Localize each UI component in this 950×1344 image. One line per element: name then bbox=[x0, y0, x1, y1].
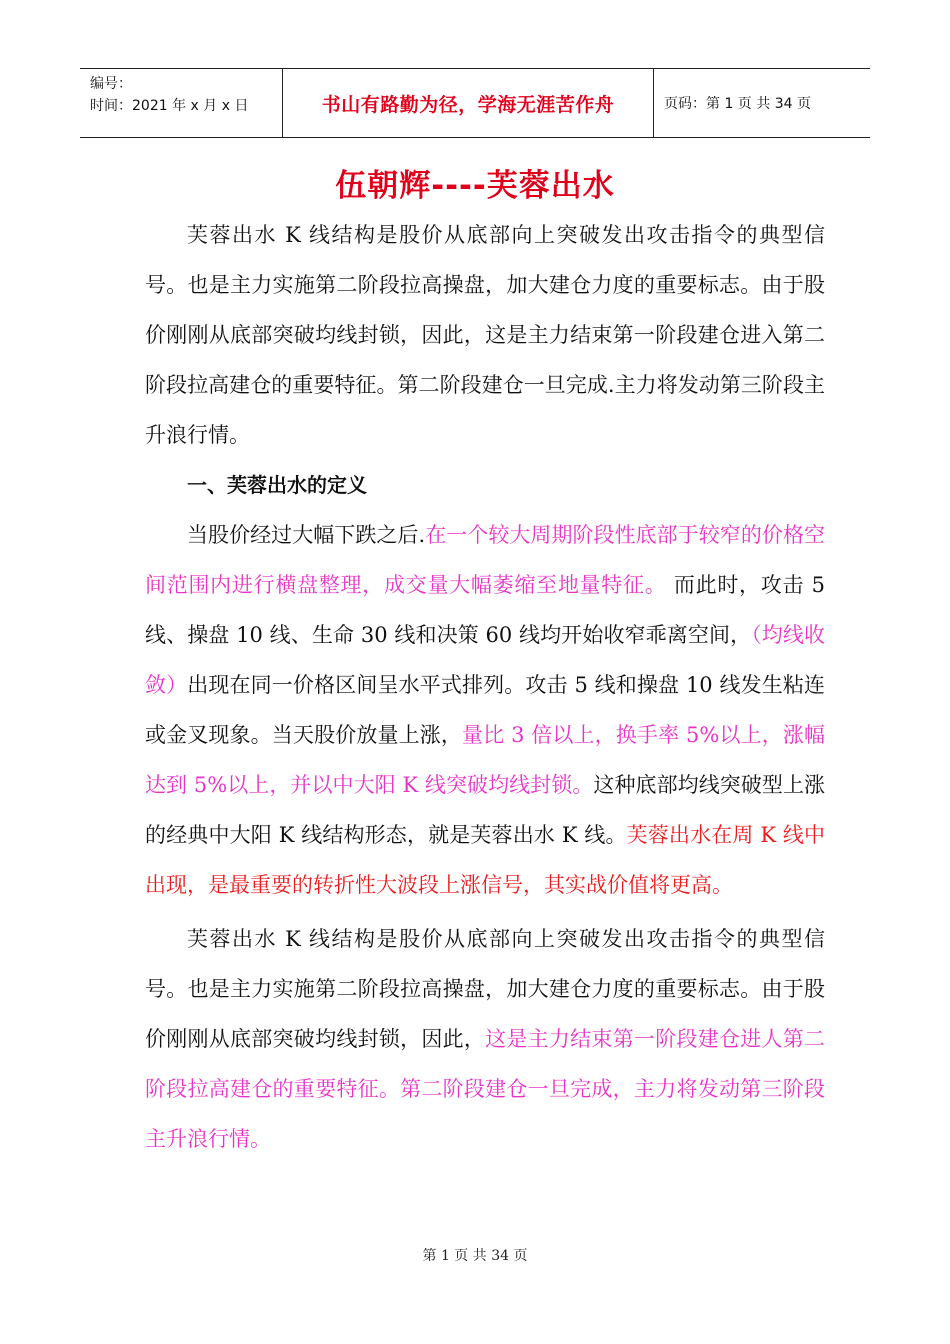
repeat-text: 芙蓉出水 K 线结构是股价从底部向上突破发出攻击指令的典型信号。也是主力实施第二阶段拉高操盘，加大建仓力度的重要标志。由于股价刚刚从底部突破均线封锁，因此， bbox=[145, 927, 825, 1051]
definition-text: 出现在同一价格区间呈水平式排列。攻击 5 线和操盘 10 线发生粘连或金叉现象。当天股价放量上涨， bbox=[145, 673, 826, 747]
definition-text: 当股价经过大幅下跌之后. bbox=[187, 523, 426, 547]
document-header bbox=[80, 68, 870, 138]
repeat-paragraph bbox=[145, 914, 825, 1164]
page-title: 伍朝辉----芙蓉出水 bbox=[335, 168, 615, 204]
definition-highlight: 在一个较大周期阶段性底部于较窄的价格空间范围内进行横盘整理，成交量大幅萎缩至地量特征。 bbox=[145, 523, 825, 597]
definition-emphasis: 芙蓉出水在周 K 线中出现，是最重要的转折性大波段上涨信号，其实战价值将更高。 bbox=[145, 823, 825, 897]
header-motto: 书山有路勤为径，学海无涯苦作舟 bbox=[282, 69, 654, 137]
page-footer: 第 1 页 共 34 页 bbox=[422, 1248, 528, 1264]
header-meta bbox=[80, 69, 282, 137]
header-page-info: 页码：第 1 页 共 34 页 bbox=[664, 96, 811, 112]
definition-text: 这种底部均线突破型上涨的经典中大阳 K 线结构形态，就是芙蓉出水 K 线。 bbox=[145, 773, 826, 847]
number-label: 编号： bbox=[90, 76, 132, 92]
intro-paragraph: 芙蓉出水 K 线结构是股价从底部向上突破发出攻击指令的典型信号。也是主力实施第二阶段拉高操盘，加大建仓力度的重要标志。由于股价刚刚从底部突破均线封锁，因此，这是主力结束第一阶段建仓进入第二阶段拉高建仓的重要特征。第二阶段建仓一旦完成.主力将发动第三阶段主升浪行情。 bbox=[145, 223, 825, 447]
definition-highlight: 量比 3 倍以上，换手率 5%以上，涨幅达到 5%以上，并以中大阳 K 线突破均线封锁。 bbox=[145, 723, 825, 797]
repeat-highlight: 这是主力结束第一阶段建仓进人第二阶段拉高建仓的重要特征。第二阶段建仓一旦完成，主力将发动第三阶段主升浪行情。 bbox=[145, 1027, 826, 1151]
document-body bbox=[145, 210, 825, 1164]
time-label: 时间：2021 年 x 月 x 日 bbox=[90, 98, 249, 114]
section-heading: 一、芙蓉出水的定义 bbox=[187, 473, 367, 497]
definition-highlight: （均线收敛） bbox=[145, 623, 826, 697]
definition-paragraph bbox=[145, 510, 825, 910]
definition-text: 而此时，攻击 5 线、操盘 10 线、生命 30 线和决策 60 线均开始收窄乖离空间， bbox=[145, 573, 825, 647]
